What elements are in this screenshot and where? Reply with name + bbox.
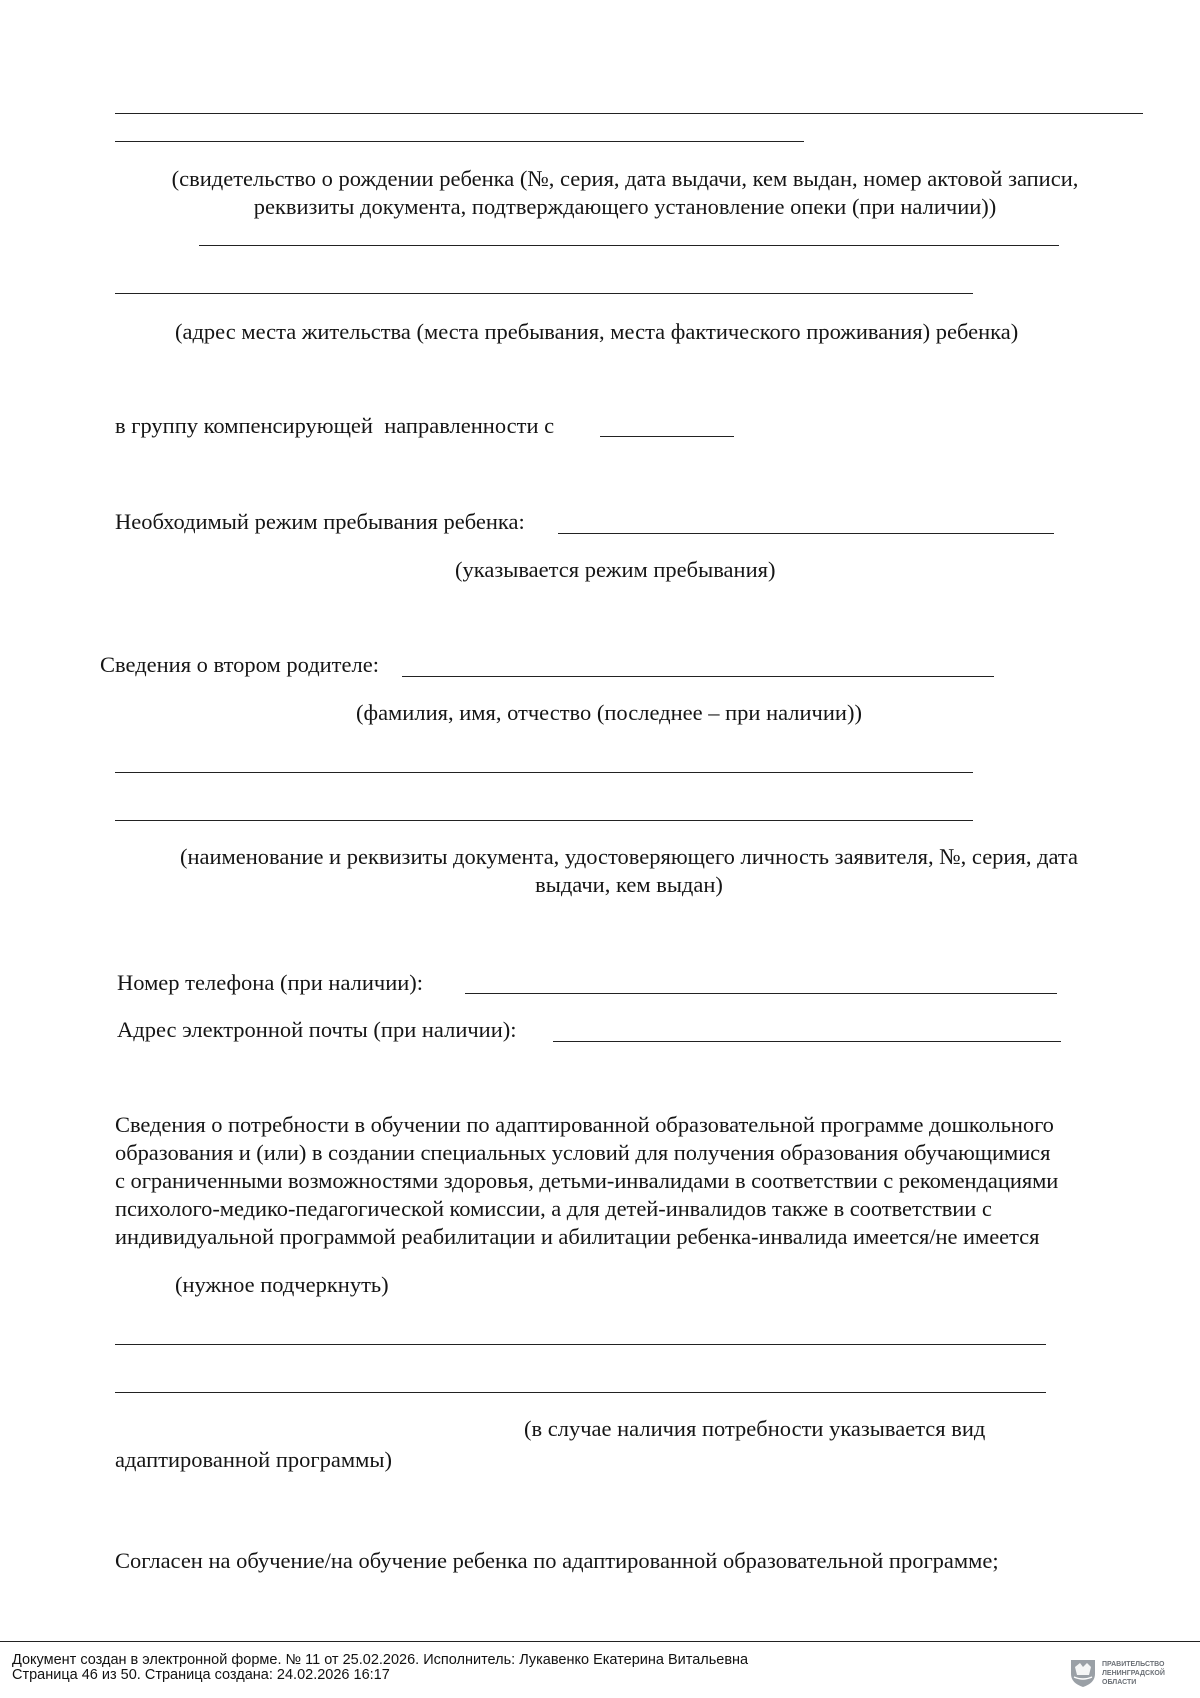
- phone-label: Номер телефона (при наличии):: [117, 970, 424, 995]
- svg-text:ПРАВИТЕЛЬСТВО: ПРАВИТЕЛЬСТВО: [1102, 1661, 1165, 1668]
- second-parent-label: Сведения о втором родителе:: [100, 652, 379, 677]
- regime-label: Необходимый режим пребывания ребенка:: [115, 509, 525, 534]
- email-label: Адрес электронной почты (при наличии):: [117, 1017, 517, 1042]
- footer-divider: [0, 1641, 1200, 1642]
- svg-text:ЛЕНИНГРАДСКОЙ: ЛЕНИНГРАДСКОЙ: [1102, 1670, 1165, 1677]
- program-caption-part1: (в случае наличия потребности указывается вид: [524, 1416, 986, 1441]
- underline-note: (нужное подчеркнуть): [175, 1272, 389, 1297]
- blank-line: [115, 113, 1143, 114]
- program-caption-part2: адаптированной программы): [115, 1447, 392, 1472]
- blank-line: [199, 245, 1059, 246]
- phone-field[interactable]: [465, 993, 1057, 994]
- blank-line: [115, 820, 973, 821]
- blank-line: [115, 293, 973, 294]
- blank-line: [115, 1344, 1046, 1345]
- regime-field[interactable]: [558, 533, 1054, 534]
- coat-of-arms-icon: [1068, 1655, 1178, 1689]
- caption-birth-certificate: (свидетельство о рождении ребенка (№, серия, дата выдачи, кем выдан, номер актовой записи, реквизиты документа, подтверждающего установление опеки (при наличии)): [171, 166, 1079, 219]
- blank-line: [115, 772, 973, 773]
- government-logo: [1068, 1655, 1178, 1689]
- blank-line: [115, 141, 804, 142]
- email-field[interactable]: [553, 1041, 1061, 1042]
- group-label: в группу компенсирующей направленности с: [115, 413, 555, 438]
- second-parent-caption: (фамилия, имя, отчество (последнее – при наличии)): [356, 700, 862, 725]
- consent-text: Согласен на обучение/на обучение ребенка по адаптированной образовательной программе;: [115, 1548, 999, 1573]
- svg-text:ОБЛАСТИ: ОБЛАСТИ: [1102, 1679, 1137, 1686]
- caption-id-document: (наименование и реквизиты документа, удостоверяющего личность заявителя, №, серия, дата выдачи, кем выдан): [179, 844, 1079, 897]
- regime-caption: (указывается режим пребывания): [455, 557, 776, 582]
- footer-line-2: Страница 46 из 50. Страница создана: 24.02.2026 16:17: [12, 1667, 390, 1683]
- second-parent-field[interactable]: [402, 676, 994, 677]
- needs-paragraph: Сведения о потребности в обучении по адаптированной образовательной программе дошкольного образования и (или) в создании специальных условий для получения образования обучающимися с ограниченными возможностями здоровья, детьми-инвалидами в соответствии с рекомендациями психолого-медико-педагогической комиссии, а для детей-инвалидов также в соответствии с индивидуальной программой реабилитации и абилитации ребенка-инвалида имеется/не имеется: [115, 1112, 1059, 1249]
- blank-line: [115, 1392, 1046, 1393]
- footer-line-1: Документ создан в электронной форме. № 11 от 25.02.2026. Исполнитель: Лукавенко Екатерина Витальевна: [12, 1652, 749, 1668]
- group-date-field[interactable]: [600, 436, 734, 437]
- caption-address: (адрес места жительства (места пребывания, места фактического проживания) ребенка): [175, 319, 1019, 344]
